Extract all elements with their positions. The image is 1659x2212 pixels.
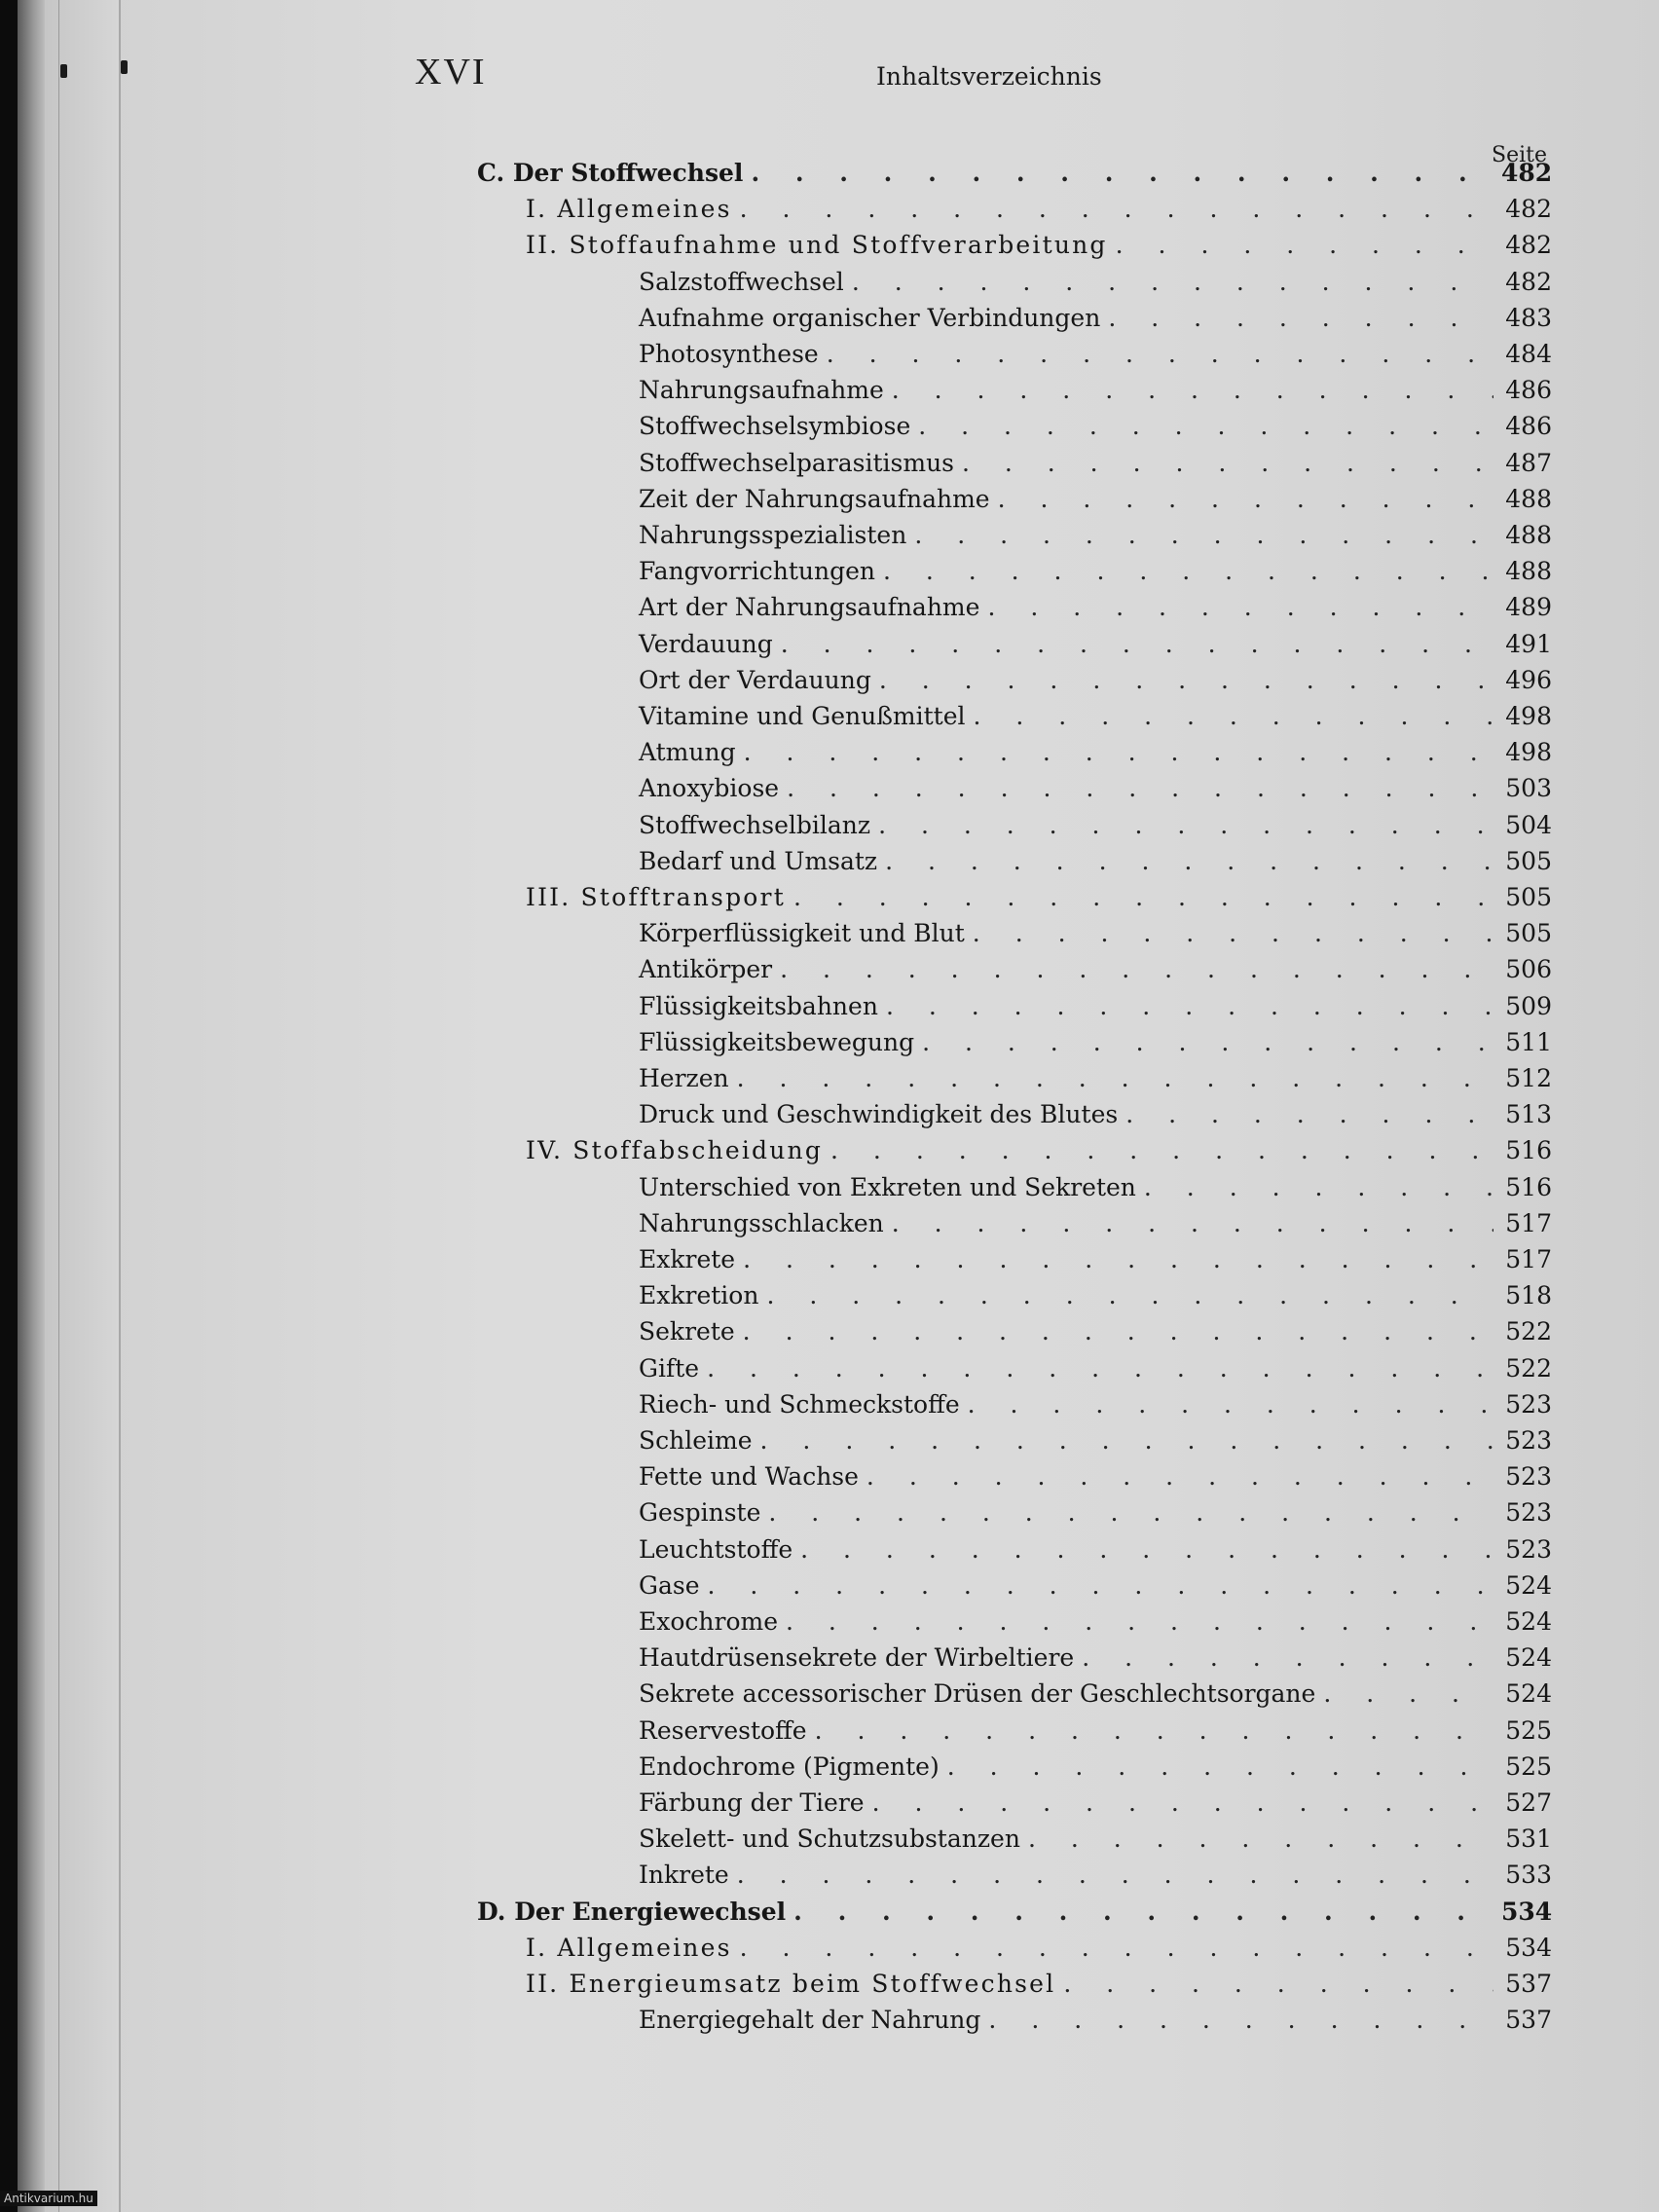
toc-entry-title: Salzstoffwechsel xyxy=(639,267,844,296)
dot-leader xyxy=(827,337,1493,372)
dot-leader xyxy=(781,627,1493,662)
toc-entry xyxy=(639,1459,1552,1494)
toc-entry-page: 516 xyxy=(1505,1172,1552,1201)
toc-entry-title: Gespinste xyxy=(639,1498,761,1528)
dot-leader xyxy=(786,1604,1493,1640)
toc-entry-title: Nahrungsschlacken xyxy=(639,1208,884,1237)
toc-entry-title: Art der Nahrungsaufnahme xyxy=(639,593,980,622)
dot-leader xyxy=(744,735,1493,770)
toc-entry-title: Stoffwechselparasitismus xyxy=(639,448,954,477)
toc-entry xyxy=(639,1495,1552,1530)
toc-entry xyxy=(639,554,1552,589)
toc-entry-title: Stoffwechselsymbiose xyxy=(639,412,911,441)
toc-entry-page: 505 xyxy=(1505,846,1552,875)
dot-leader xyxy=(780,952,1493,987)
dot-leader xyxy=(987,590,1493,625)
toc-entry-title: Riech- und Schmeckstoffe xyxy=(639,1389,960,1419)
toc-entry-title: Schleime xyxy=(639,1426,753,1455)
toc-entry-page: 491 xyxy=(1505,629,1552,658)
toc-entry-page: 482 xyxy=(1505,267,1552,296)
spine-shadow xyxy=(18,0,45,2212)
toc-entry xyxy=(639,1532,1552,1567)
toc-entry xyxy=(639,1786,1552,1821)
dot-leader xyxy=(988,2003,1493,2038)
dot-leader xyxy=(707,1351,1493,1386)
toc-entry-page: 486 xyxy=(1505,376,1552,405)
toc-entry-page: 522 xyxy=(1505,1353,1552,1382)
toc-entry-page: 505 xyxy=(1505,919,1552,948)
toc-entry-page: 496 xyxy=(1505,665,1552,694)
toc-entry-title: Flüssigkeitsbewegung xyxy=(639,1027,915,1056)
dot-leader xyxy=(1108,301,1493,336)
dot-leader xyxy=(886,989,1493,1024)
toc-entry-title: Nahrungsspezialisten xyxy=(639,521,907,549)
toc-entry-title: Fette und Wachse xyxy=(639,1462,859,1492)
dot-leader xyxy=(766,1278,1493,1313)
toc-entry xyxy=(639,373,1552,408)
toc-entry-page: 517 xyxy=(1505,1208,1552,1237)
toc-entry xyxy=(477,156,1552,191)
toc-entry-page: 524 xyxy=(1505,1607,1552,1636)
toc-entry-page: 505 xyxy=(1505,883,1552,911)
toc-entry-title: Exochrome xyxy=(639,1607,779,1636)
toc-entry xyxy=(639,1025,1552,1060)
toc-entry-page: 484 xyxy=(1505,340,1552,368)
dot-leader xyxy=(760,1423,1493,1458)
toc-entry-page: 482 xyxy=(1501,159,1553,187)
toc-entry-page: 498 xyxy=(1505,702,1552,730)
toc-entry xyxy=(639,1750,1552,1785)
toc-entry-title: III. Stofftransport xyxy=(526,883,786,911)
toc-entry-page: 482 xyxy=(1505,231,1552,260)
toc-entry xyxy=(639,590,1552,625)
binding-mark xyxy=(60,64,67,78)
toc-entry xyxy=(639,1822,1552,1857)
toc-entry xyxy=(639,808,1552,843)
toc-entry-title: Skelett- und Schutzsubstanzen xyxy=(639,1825,1020,1854)
toc-entry-page: 531 xyxy=(1505,1825,1552,1854)
binding-mark xyxy=(121,60,128,74)
dot-leader xyxy=(1144,1170,1493,1205)
toc-entry xyxy=(639,446,1552,481)
toc-entry xyxy=(639,771,1552,806)
toc-entry-title: II. Stoffaufnahme und Stoffverarbeitung xyxy=(526,231,1108,260)
toc-entry xyxy=(639,1170,1552,1205)
toc-entry-title: IV. Stoffabscheidung xyxy=(526,1136,824,1165)
toc-entry xyxy=(639,337,1552,372)
toc-entry-title: Fangvorrichtungen xyxy=(639,557,875,586)
toc-entry-title: Vitamine und Genußmittel xyxy=(639,702,966,730)
toc-entry-page: 533 xyxy=(1505,1861,1552,1890)
toc-entry-page: 513 xyxy=(1505,1100,1552,1129)
toc-entry-page: 523 xyxy=(1505,1389,1552,1419)
toc-entry-page: 537 xyxy=(1505,2006,1552,2035)
toc-entry-title: Atmung xyxy=(639,738,736,767)
toc-entry-title: Energiegehalt der Nahrung xyxy=(639,2006,981,2035)
toc-entry xyxy=(526,1967,1552,2002)
dot-leader xyxy=(947,1750,1493,1785)
dot-leader xyxy=(768,1495,1493,1530)
toc-entry xyxy=(639,1278,1552,1313)
dot-leader xyxy=(740,1931,1493,1966)
toc-entry-page: 511 xyxy=(1505,1027,1552,1056)
toc-entry xyxy=(639,1423,1552,1458)
dot-leader xyxy=(914,518,1493,553)
toc-entry-title: Bedarf und Umsatz xyxy=(639,846,878,875)
toc-entry xyxy=(639,844,1552,879)
toc-entry xyxy=(639,916,1552,951)
dot-leader xyxy=(962,446,1493,481)
dot-leader xyxy=(737,1858,1493,1893)
toc-entry-title: Leuchtstoffe xyxy=(639,1534,793,1564)
toc-entry xyxy=(639,1714,1552,1749)
toc-entry-page: 482 xyxy=(1505,195,1552,224)
toc-entry xyxy=(639,1061,1552,1096)
page-edge xyxy=(45,0,121,2212)
toc-entry-page: 523 xyxy=(1505,1462,1552,1492)
toc-entry-page: 506 xyxy=(1505,955,1552,984)
toc-entry xyxy=(639,409,1552,444)
toc-entry-page: 523 xyxy=(1505,1498,1552,1528)
toc-entry-page: 489 xyxy=(1505,593,1552,622)
dot-leader xyxy=(883,554,1493,589)
toc-entry xyxy=(639,1387,1552,1422)
toc-entry xyxy=(477,1895,1552,1930)
dot-leader xyxy=(740,192,1493,227)
toc-entry-title: Verdauung xyxy=(639,629,773,658)
dot-leader xyxy=(885,844,1493,879)
dot-leader xyxy=(1028,1822,1493,1857)
toc-entry-page: 527 xyxy=(1505,1788,1552,1817)
toc-entry-page: 523 xyxy=(1505,1534,1552,1564)
toc-entry-title: Nahrungsaufnahme xyxy=(639,376,884,405)
dot-leader xyxy=(1063,1967,1493,2002)
toc-entry xyxy=(639,482,1552,517)
toc-entry xyxy=(639,1568,1552,1604)
toc-entry xyxy=(526,1931,1552,1966)
toc-entry-page: 488 xyxy=(1505,521,1552,549)
toc-entry-title: Antikörper xyxy=(639,955,773,984)
toc-entry xyxy=(639,1604,1552,1640)
dot-leader xyxy=(800,1532,1493,1567)
dot-leader xyxy=(815,1714,1493,1749)
toc-entry-page: 525 xyxy=(1505,1751,1552,1781)
toc-entry-title: Hautdrüsensekrete der Wirbeltiere xyxy=(639,1643,1075,1673)
toc-entry-title: Stoffwechselbilanz xyxy=(639,810,871,839)
dot-leader xyxy=(872,1786,1493,1821)
toc-entry xyxy=(639,1242,1552,1277)
page-edge-line xyxy=(58,0,59,2212)
dot-leader xyxy=(973,916,1493,951)
toc-entry-page: 512 xyxy=(1505,1064,1552,1092)
toc-entry-title: Flüssigkeitsbahnen xyxy=(639,991,878,1020)
toc-entry-page: 516 xyxy=(1505,1136,1552,1165)
dot-leader xyxy=(793,880,1493,915)
dot-leader xyxy=(892,1206,1493,1241)
toc-entry-page: 522 xyxy=(1505,1317,1552,1346)
toc-entry xyxy=(526,1133,1552,1168)
dot-leader xyxy=(793,1895,1493,1930)
toc-entry-page: 503 xyxy=(1505,774,1552,803)
toc-entry-title: I. Allgemeines xyxy=(526,1933,732,1962)
running-title: Inhaltsverzeichnis xyxy=(876,62,1102,91)
dot-leader xyxy=(743,1242,1493,1277)
toc-entry-title: C. Der Stoffwechsel xyxy=(477,159,744,187)
toc-entry-page: 524 xyxy=(1505,1643,1552,1673)
toc-entry-page: 518 xyxy=(1505,1281,1552,1310)
watermark: Antikvarium.hu xyxy=(0,2191,97,2206)
dot-leader xyxy=(998,482,1493,517)
page-number: XVI xyxy=(415,52,487,92)
dot-leader xyxy=(830,1133,1493,1168)
dot-leader xyxy=(737,1061,1493,1096)
dot-leader xyxy=(879,663,1493,698)
toc-entry-page: 525 xyxy=(1505,1715,1552,1745)
toc-entry-title: Exkrete xyxy=(639,1245,736,1273)
toc-entry-page: 498 xyxy=(1505,738,1552,767)
toc-entry xyxy=(639,1314,1552,1349)
toc-entry-page: 487 xyxy=(1505,448,1552,477)
dot-leader xyxy=(968,1387,1493,1422)
page-column-label: Seite xyxy=(1492,143,1547,167)
toc-entry xyxy=(526,228,1552,263)
toc-entry xyxy=(639,1677,1552,1712)
toc-entry-title: I. Allgemeines xyxy=(526,195,732,224)
toc-entry xyxy=(639,1351,1552,1386)
toc-entry-title: Ort der Verdauung xyxy=(639,665,871,694)
toc-entry-title: Exkretion xyxy=(639,1281,759,1310)
toc-entry-page: 509 xyxy=(1505,991,1552,1020)
toc-entry-title: Gifte xyxy=(639,1353,700,1382)
toc-entry-title: Endochrome (Pigmente) xyxy=(639,1751,940,1781)
toc-entry xyxy=(639,952,1552,987)
toc-entry xyxy=(639,265,1552,300)
toc-entry xyxy=(639,663,1552,698)
toc-entry-title: Färbung der Tiere xyxy=(639,1788,865,1817)
toc-entry xyxy=(639,699,1552,734)
toc-entry-title: Reservestoffe xyxy=(639,1715,807,1745)
toc-entry-title: Photosynthese xyxy=(639,340,819,368)
dot-leader xyxy=(852,265,1493,300)
toc-entry-page: 524 xyxy=(1505,1679,1552,1709)
toc-entry xyxy=(526,192,1552,227)
toc-entry-page: 517 xyxy=(1505,1245,1552,1273)
dot-leader xyxy=(708,1568,1494,1604)
toc-entry-page: 534 xyxy=(1505,1933,1552,1962)
toc-entry-title: Herzen xyxy=(639,1064,729,1092)
toc-entry xyxy=(639,301,1552,336)
toc-entry-page: 537 xyxy=(1505,1970,1552,1998)
dot-leader xyxy=(922,1025,1493,1060)
toc-entry-title: Sekrete xyxy=(639,1317,735,1346)
toc-entry-page: 534 xyxy=(1501,1897,1553,1926)
toc-entry xyxy=(639,989,1552,1024)
toc-entry-title: Aufnahme organischer Verbindungen xyxy=(639,303,1101,332)
dot-leader xyxy=(866,1459,1493,1494)
toc-entry-page: 486 xyxy=(1505,412,1552,441)
dot-leader xyxy=(892,373,1493,408)
toc-entry xyxy=(639,1097,1552,1132)
toc-entry-title: Körperflüssigkeit und Blut xyxy=(639,919,965,948)
toc-entry xyxy=(639,1206,1552,1241)
toc-entry-title: Anoxybiose xyxy=(639,774,780,803)
toc-entry-title: II. Energieumsatz beim Stoffwechsel xyxy=(526,1970,1056,1998)
toc-entry-page: 488 xyxy=(1505,557,1552,586)
toc-entry-title: D. Der Energiewechsel xyxy=(477,1897,787,1926)
toc-entry-page: 483 xyxy=(1505,303,1552,332)
dot-leader xyxy=(1116,228,1493,263)
dot-leader xyxy=(878,808,1493,843)
toc-entry xyxy=(639,2003,1552,2038)
toc-entry-title: Druck und Geschwindigkeit des Blutes xyxy=(639,1100,1119,1129)
dot-leader xyxy=(751,156,1493,191)
dot-leader xyxy=(1082,1641,1493,1676)
toc-entry-title: Zeit der Nahrungsaufnahme xyxy=(639,484,990,513)
toc-entry-page: 504 xyxy=(1505,810,1552,839)
toc-entry-page: 488 xyxy=(1505,484,1552,513)
toc-entry-page: 524 xyxy=(1505,1570,1552,1600)
dot-leader xyxy=(787,771,1493,806)
toc-entry xyxy=(639,518,1552,553)
toc-entry-title: Unterschied von Exkreten und Sekreten xyxy=(639,1172,1136,1201)
dot-leader xyxy=(974,699,1493,734)
toc-entry xyxy=(639,1858,1552,1893)
toc-entry-title: Sekrete accessorischer Drüsen der Geschlechtsorgane xyxy=(639,1679,1316,1709)
toc-entry-page: 523 xyxy=(1505,1426,1552,1455)
dot-leader xyxy=(918,409,1493,444)
toc-entry xyxy=(639,735,1552,770)
toc-entry xyxy=(639,627,1552,662)
toc-entry-title: Gase xyxy=(639,1570,700,1600)
toc-entry xyxy=(639,1641,1552,1676)
book-spine xyxy=(0,0,18,2212)
dot-leader xyxy=(1125,1097,1493,1132)
dot-leader xyxy=(1323,1677,1493,1712)
toc-entry xyxy=(526,880,1552,915)
dot-leader xyxy=(743,1314,1493,1349)
toc-entry-title: Inkrete xyxy=(639,1861,729,1890)
